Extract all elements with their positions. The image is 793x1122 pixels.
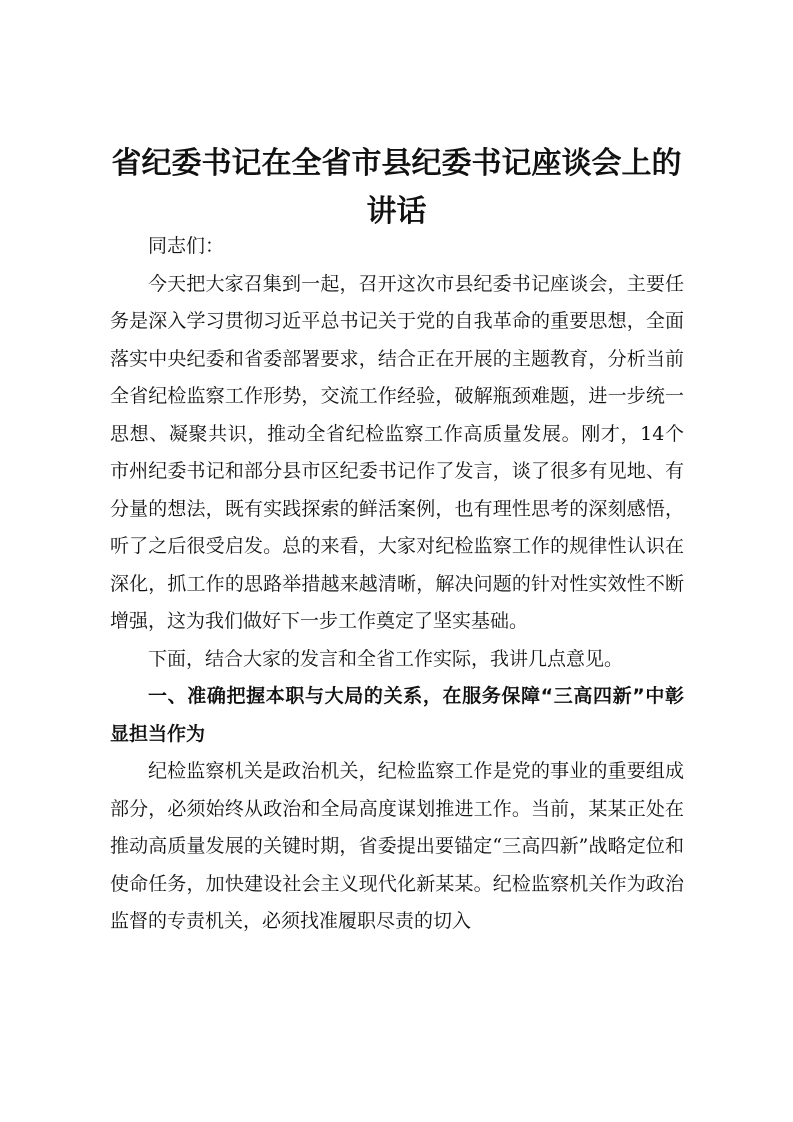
- salutation: 同志们：: [148, 235, 225, 257]
- paragraph: 今天把大家召集到一起，召开这次市县纪委书记座谈会，主要任务是深入学习贯彻习近平总书记关于党的自我革命的重要思想，全面落实中央纪委和省委部署要求，结合正在开展的主题教育，分析当前全省纪检监察工作形势，交流工作经验，破解瓶颈难题，进一步统一思想、凝聚共识，推动全省纪检监察工作高质量发展。刚才，14个市州纪委书记和部分县市区纪委书记作了发言，谈了很多有见地、有分量的想法，既有实践探索的鲜活案例，也有理性思考的深刻感悟，听了之后很受启发。总的来看，大家对纪检监察工作的规律性认识在深化，抓工作的思路举措越来越清晰，解决问题的针对性实效性不断增强，这为我们做好下一步工作奠定了坚实基础。: [110, 272, 684, 632]
- paragraph: 纪检监察机关是政治机关，纪检监察工作是党的事业的重要组成部分，必须始终从政治和全局高度谋划推进工作。当前，某某正处在推动高质量发展的关键时期，省委提出要锚定“三高四新”战略定位和使命任务，加快建设社会主义现代化新某某。纪检监察机关作为政治监督的专责机关，必须找准履职尽责的切入: [110, 760, 684, 932]
- document-body: [110, 228, 684, 941]
- paragraph: 下面，结合大家的发言和全省工作实际，我讲几点意见。: [148, 647, 624, 670]
- document-title: 省纪委书记在全省市县纪委书记座谈会上的讲话: [111, 146, 682, 229]
- section-heading: 一、准确把握本职与大局的关系，在服务保障“三高四新”中彰显担当作为: [110, 685, 684, 745]
